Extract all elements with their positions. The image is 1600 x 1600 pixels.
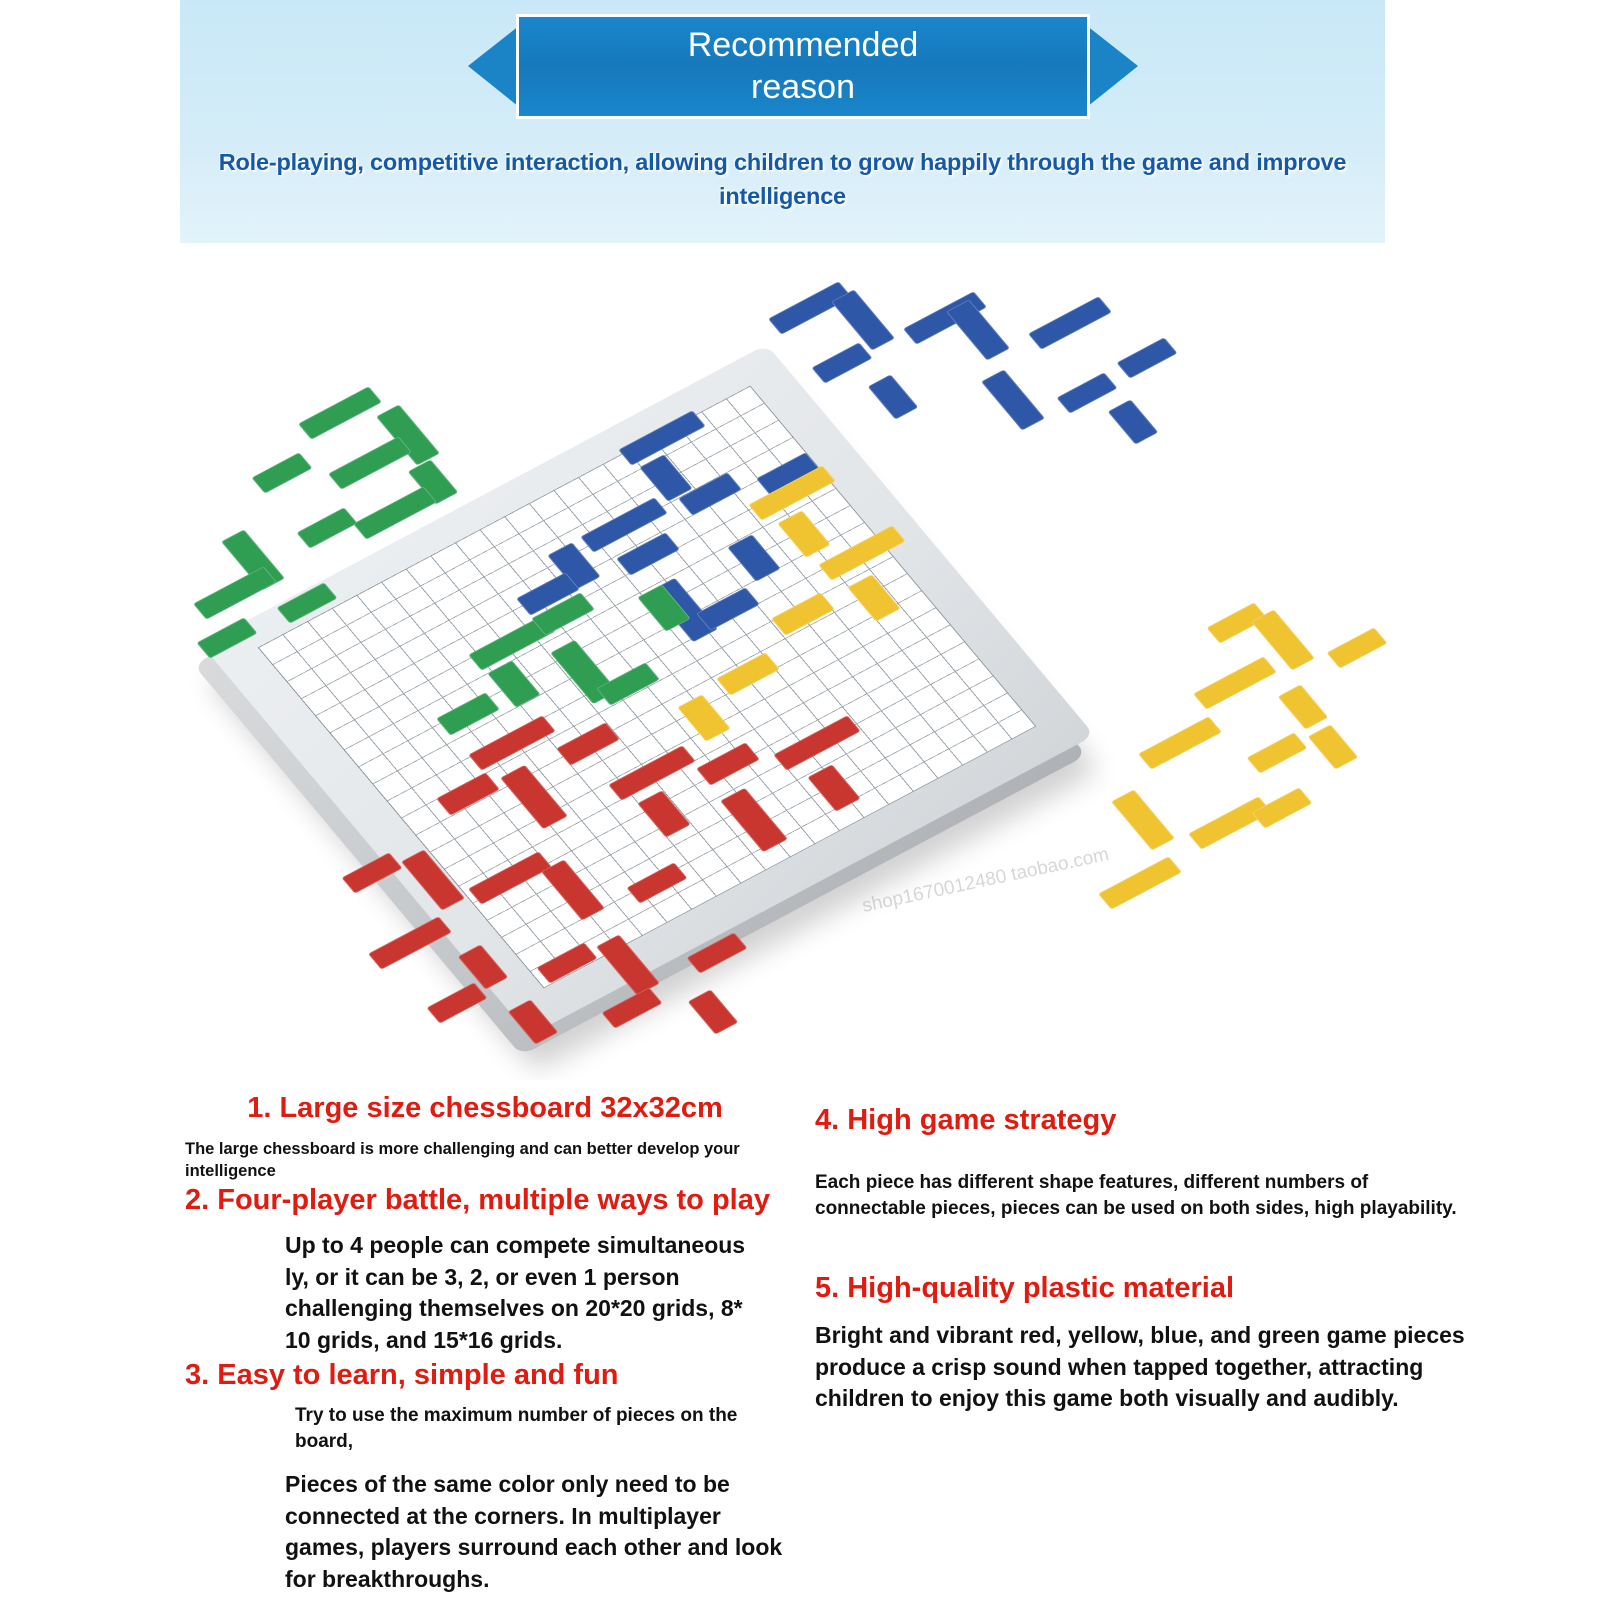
loose-piece xyxy=(686,932,747,973)
loose-piece xyxy=(368,916,452,969)
loose-piece xyxy=(1056,372,1117,413)
feature-5-title: 5. High-quality plastic material xyxy=(815,1272,1234,1305)
loose-piece xyxy=(251,452,312,493)
loose-piece xyxy=(626,862,687,903)
loose-piece xyxy=(1116,337,1177,378)
ribbon-line-1: Recommended xyxy=(687,26,919,65)
loose-piece xyxy=(868,374,919,419)
feature-5-body: Bright and vibrant red, yellow, blue, and green game pieces produce a crisp sound when tapped together, attracting children to enjoy this game both visually and audibly. xyxy=(815,1321,1465,1412)
loose-piece xyxy=(426,982,487,1023)
feature-2-body: Up to 4 people can compete simultaneous ly, or it can be 3, 2, or even 1 person challenging themselves on 20*20 grids, 8* 10 grids, and 15*16 grids. xyxy=(285,1231,746,1354)
loose-piece xyxy=(596,934,660,995)
loose-piece xyxy=(1251,787,1312,828)
loose-piece xyxy=(193,566,277,619)
feature-1-note: The large chessboard is more challenging and can better develop your intelligence xyxy=(185,1139,740,1180)
banner-subtitle: Role-playing, competitive interaction, allowing children to grow happily through the game and improve intelligence xyxy=(218,149,1347,210)
product-photo xyxy=(0,250,1600,1080)
loose-piece xyxy=(1308,724,1359,769)
loose-piece xyxy=(1098,856,1182,909)
feature-1-title: 1. Large size chessboard 32x32cm xyxy=(247,1092,723,1124)
loose-piece xyxy=(276,582,337,623)
loose-piece xyxy=(1326,627,1387,668)
loose-piece xyxy=(1138,716,1222,769)
loose-piece xyxy=(353,486,437,539)
features-column-right xyxy=(815,1102,1535,1415)
feature-3-title: 3. Easy to learn, simple and fun xyxy=(185,1358,619,1391)
loose-piece xyxy=(458,944,509,989)
ribbon-text xyxy=(688,25,919,108)
feature-3-body: Pieces of the same color only need to be connected at the corners. In multiplayer games, players surround each other and look for breakthroughs. xyxy=(285,1470,783,1593)
loose-piece xyxy=(401,849,465,910)
loose-piece xyxy=(601,987,662,1028)
feature-3-note: Try to use the maximum number of pieces on the board, xyxy=(295,1404,738,1452)
ribbon xyxy=(468,14,1138,119)
loose-piece xyxy=(811,342,872,383)
loose-piece xyxy=(536,942,597,983)
loose-piece xyxy=(1028,296,1112,349)
loose-piece xyxy=(196,617,257,658)
loose-piece xyxy=(508,999,559,1044)
ribbon-line-2: reason xyxy=(751,67,855,106)
feature-2-title: 2. Four-player battle, multiple ways to play xyxy=(185,1184,770,1217)
loose-piece xyxy=(298,386,382,439)
watermark-text: shop1670012480 taobao.com xyxy=(860,844,1111,917)
loose-piece xyxy=(831,289,895,350)
loose-piece xyxy=(341,852,402,893)
loose-piece xyxy=(296,507,357,548)
features-section xyxy=(0,1090,1600,1600)
loose-piece xyxy=(468,851,552,904)
loose-piece xyxy=(981,369,1045,430)
loose-piece xyxy=(1111,789,1175,850)
loose-piece xyxy=(688,989,739,1034)
ribbon-body xyxy=(516,14,1090,119)
loose-piece xyxy=(1193,656,1277,709)
loose-piece xyxy=(328,436,412,489)
loose-pieces-layer xyxy=(0,250,1600,1080)
feature-4-body: Each piece has different shape features, different numbers of connectable pieces, pieces can be used on both sides, high playability. xyxy=(815,1171,1457,1219)
features-column-left xyxy=(185,1090,785,1596)
recommended-reason-banner xyxy=(180,0,1385,243)
loose-piece xyxy=(1108,399,1159,444)
loose-piece xyxy=(541,859,605,920)
loose-piece xyxy=(1278,684,1329,729)
feature-4-title: 4. High game strategy xyxy=(815,1104,1117,1136)
loose-piece xyxy=(1246,732,1307,773)
